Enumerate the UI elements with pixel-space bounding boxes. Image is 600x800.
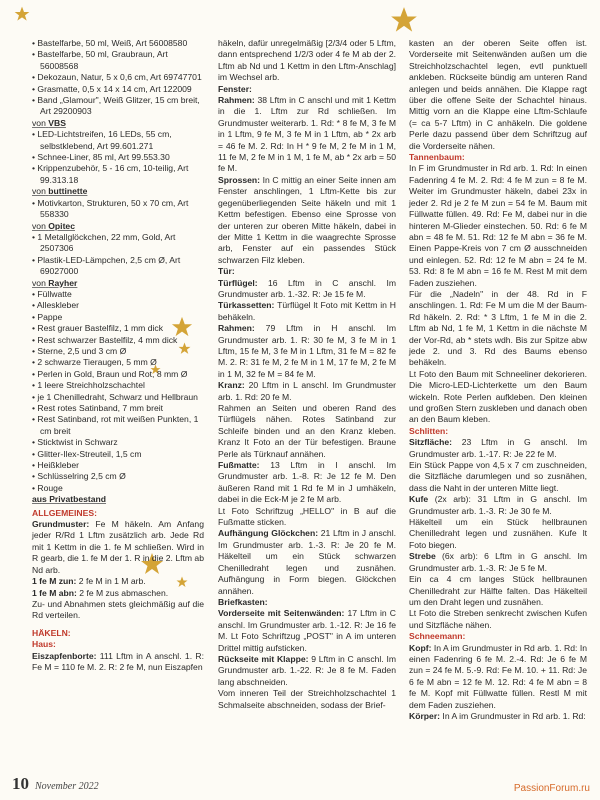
- material-item: • Heißkleber: [32, 460, 204, 471]
- material-item: • Dekozaun, Natur, 5 x 0,6 cm, Art 69747701: [32, 72, 204, 83]
- section-schneemann: Schneemann:: [409, 631, 466, 642]
- paragraph: Rahmen an Seiten und oberen Rand des Türflügels nähen. Rotes Satinband zur Schleife binden und an den Kranz kleben. Kranz lt Foto an der Tür befestigen. Braune Perle als Türknauf annähen.: [218, 403, 396, 459]
- kranz-text: Kranz: 20 Lftm in L anschl. Im Grundmuster arb. 1. Rd: 20 fe M.: [218, 380, 396, 402]
- nadeln-text: Für die „Nadeln" in der 48. Rd in F anschlingen. 1. Rd: Fe M um die M der Baum-Rd häkeln. 2. Rd: * 3 Lftm, 1 fe M in die 2. Lftm ab Nd, 1 fe M, 1 Kettm in die nächste M der Vor-Rd, ab * stets wdh. Bis zur Spitze abw jede 2. und 3. Rd des Baums ebenso behäkeln.: [409, 288, 587, 368]
- material-item: • Alleskleber: [32, 300, 204, 311]
- material-item: • Rouge: [32, 483, 204, 494]
- column-1: [32, 38, 204, 673]
- material-item: • LED-Lichtstreifen, 16 LEDs, 55 cm, selbstklebend, Art 99.601.271: [32, 129, 204, 152]
- koerper-text: Körper: In A im Grundmuster in Rd arb. 1. Rd:: [409, 710, 586, 721]
- zunahme-text: 1 fe M zun: 2 fe M in 1 M arb.: [32, 576, 146, 587]
- paragraph: Lt Foto Schriftzug „HELLO" in B auf die Fußmatte sticken.: [218, 505, 396, 528]
- paragraph: Häkelteil um ein Stück hellbraunen Chenilledraht legen und zusnähen. Kufe lt Foto biegen.: [409, 517, 587, 550]
- watermark: PassionForum.ru: [513, 783, 590, 794]
- tuerkassetten-text: Türkassetten: Türflügel lt Foto mit Kettm in H behäkeln.: [218, 300, 396, 322]
- material-item: • Plastik-LED-Lämpchen, 2,5 cm Ø, Art 69027000: [32, 255, 204, 278]
- brand-opitec: von Opitec: [32, 220, 75, 231]
- brand-buttinette: von buttinette: [32, 186, 88, 197]
- rahmen-tuer-text: Rahmen: 79 Lftm in H anschl. Im Grundmuster arb. 1. R: 30 fe M, 3 fe M in 1 Lftm, 15 fe M, 3 fe M in 1 Lftm, 31 fe M = 82 fe M. 2. R: 31 fe M, 2 fe M in 1 M, 17 fe M, 2 fe M in 1 M, 32 fe M = 84 fe M.: [218, 323, 396, 379]
- paragraph: kasten an der oberen Seite offen ist. Vorderseite mit Seitenwänden außen um die Streichholzschachtel legen, evtl punktuell ankleben. Rückseite bündig am unteren Rand anlegen und beids annähen. Die Klappe ragt über die offene Seite der Schachtel hinaus. Mittig vorn an die Klappe eine Lftm-Schlaufe (= ca 5-7 Lftm) in C anhäkeln. Die goldene Perle dazu passend über dem Schriftzug auf die Vorderseite nähen.: [409, 38, 587, 151]
- strebe-text: Strebe (6x arb): 6 Lftm in G anschl. Im Grundmuster arb. 1.-3. R: Je 5 fe M.: [409, 551, 587, 573]
- brand-privat: aus Privatbestand: [32, 494, 107, 505]
- material-item: • Rest schwarzer Bastelfilz, 4 mm dick: [32, 335, 204, 346]
- column-3: [409, 38, 587, 722]
- fussmatte-text: Fußmatte: 13 Lftm in I anschl. Im Grundmuster arb. 1.-8. R: Je 12 fe M. Den äußeren Rand mit 1 Rd fe M in J umhäkeln, dabei in die Eck-M je 2 fe M arb.: [218, 460, 396, 505]
- kopf-text: Kopf: In A im Grundmuster in Rd arb. 1. Rd: In einen Fadenring 6 fe M. 2.-4. Rd: Je 6 fe M zun = 24 fe M. 5.-9. Rd: Fe M. 10. + 11. Rd: Je 6 fe M abn = 12 fe M. 12. Rd: 4 fe M abn = 8 fe M. Kopf mit Füllwatte füllen. Restl M mit dem Faden zusziehen.: [409, 642, 587, 710]
- issue-label: November 2022: [35, 781, 99, 792]
- material-item: • Glitter-Ilex-Streuteil, 1,5 cm: [32, 449, 204, 460]
- material-item: • Rest rotes Satinband, 7 mm breit: [32, 403, 204, 414]
- paragraph: Vom inneren Teil der Streichholzschachtel 1 Schmalseite abschneiden, sodass der Brief-: [218, 688, 396, 710]
- section-tuer: Tür:: [218, 266, 235, 277]
- materials-rayher: [32, 289, 204, 494]
- material-item: • je 1 Chenilledraht, Schwarz und Hellbraun: [32, 392, 204, 403]
- material-item: • Rest grauer Bastelfilz, 1 mm dick: [32, 323, 204, 334]
- section-fenster: Fenster:: [218, 83, 252, 94]
- tuerfluegel-text: Türflügel: 16 Lftm in C anschl. Im Grundmuster arb. 1.-32. R: Je 15 fe M.: [218, 277, 396, 299]
- brand-rayher: von Rayher: [32, 277, 78, 288]
- vorderseite-text: Vorderseite mit Seitenwänden: 17 Lftm in C anschl. Im Grundmuster arb. 1.-12. R: Je 16 fe M. Lt Foto Schriftzug „POST" in A im unteren Drittel mittig aufsticken.: [218, 608, 396, 653]
- brand-vbs: von VBS: [32, 117, 66, 128]
- zu-ab-text: Zu- und Abnahmen stets gleichmäßig auf die Rd verteilen.: [32, 598, 204, 621]
- material-item: • 1 Metallglöckchen, 22 mm, Gold, Art 2507306: [32, 232, 204, 255]
- rueckseite-text: Rückseite mit Klappe: 9 Lftm in C anschl. Im Grundmuster arb. 1.-22. R: Je 8 fe M. Faden lang abschneiden.: [218, 653, 396, 687]
- sprossen-text: Sprossen: In C mittig an einer Seite innen am Fenster anschlingen, 1 Lftm-Kette bis zur gegenüberliegenden Seite häkeln und mit 1 Kettm befestigen. Ebenso eine Sprosse von der unteren zur oberen Mitte häkeln, dabei in der Mitte 1 Kettm in die waagrechte Sprosse arb, Fenster auf ein passendes Stück schwarzen Filz kleben.: [218, 174, 396, 265]
- section-haus: Haus:: [32, 639, 56, 650]
- material-item: • Schnee-Liner, 85 ml, Art 99.553.30: [32, 152, 204, 163]
- star-icon: [14, 6, 30, 22]
- material-item: • Krippenzubehör, 5 - 16 cm, 10-teilig, Art 99.313.18: [32, 163, 204, 186]
- section-schlitten: Schlitten:: [409, 425, 449, 436]
- section-briefkasten: Briefkasten:: [218, 596, 268, 607]
- sitzflaeche-text: Sitzfläche: 23 Lftm in G anschl. Im Grundmuster arb. 1.-17. R: Je 22 fe M.: [409, 437, 587, 459]
- paragraph: Ein Stück Pappe von 4,5 x 7 cm zuschneiden, die Sitzfläche darumlegen und so zusnähen, dass die Naht in der unteren Mitte liegt.: [409, 460, 587, 493]
- tannenbaum-text: In F im Grundmuster in Rd arb. 1. Rd: In einen Fadenring 4 fe M. 2. Rd: 4 fe M zun = 8 fe M. Weiter im Grundmuster häkeln, dabei 23x in jeder 2. Rd je 2 fe M zun = 54 fe M. Baum mit Füllwatte füllen. 49. Rd: Fe M, dabei nur in die hinteren M-Glieder einstechen. 50. Rd: 6 fe M abn = 48 fe M. 51. Rd: 12 fe M abn = 36 fe M. Einen Pappe-Kreis von 7 cm Ø ausschneiden und einlegen. 52. Rd: 12 fe M abn = 24 fe M. 53. Rd: 8 fe M abn = 16 fe M. Rest M mit dem Faden zusziehen.: [409, 163, 587, 288]
- section-allgemeines: ALLGEMEINES:: [32, 507, 97, 518]
- abnahme-text: 1 fe M abn: 2 fe M zus abmaschen.: [32, 587, 169, 598]
- material-item: • 2 schwarze Tieraugen, 5 mm Ø: [32, 357, 204, 368]
- grundmuster-text: Grundmuster: Fe M häkeln. Am Anfang jeder R/Rd 1 Lftm zusätzlich arb. Jede Rd mit 1 Kettm in die 1. fe M schließen. Wird in R gearb, die 1. fe M der 1. R in die 2. Lftm ab Nd arb.: [32, 519, 204, 575]
- material-item: • Grasmatte, 0,5 x 14 x 14 cm, Art 122009: [32, 84, 204, 95]
- material-item: • Bastelfarbe, 50 ml, Weiß, Art 56008580: [32, 38, 204, 49]
- material-item: • Bastelfarbe, 50 ml, Graubraun, Art 56008568: [32, 49, 204, 72]
- material-item: • Sterne, 2,5 und 3 cm Ø: [32, 346, 204, 357]
- paragraph: Lt Foto die Streben senkrecht zwischen Kufen und Sitzfläche nähen.: [409, 608, 587, 630]
- material-item: • Schlüsselring 2,5 cm Ø: [32, 471, 204, 482]
- material-item: • Perlen in Gold, Braun und Rot, 8 mm Ø: [32, 369, 204, 380]
- material-item: • Sticktwist in Schwarz: [32, 437, 204, 448]
- rahmen-text: Rahmen: 38 Lftm in C anschl und mit 1 Kettm in die 1. Lftm zur Rd schließen. Im Grundmuster weiterarb. 1. Rd: * 8 fe M, 3 fe M in 1 Lftm, 9 fe M, 3 fe M in 1 Lftm, ab * 2x arb = 46 fe M. 2. Rd: In H * 9 fe M, 2 fe M in 1 M, 11 fe M, 2 fe M in 1 M, 1 fe M, ab * 2x arb = 50 fe M.: [218, 95, 396, 174]
- paragraph: Ein ca 4 cm langes Stück hellbraunen Chenilledraht zur Hälfte falten. Das Häkelteil um den Draht legen und zusnähen.: [409, 574, 587, 607]
- column-2: [218, 38, 396, 711]
- material-item: • Motivkarton, Strukturen, 50 x 70 cm, Art 558330: [32, 198, 204, 221]
- aufhaengung-text: Aufhängung Glöckchen: 21 Lftm in J anschl. Im Grundmuster arb. 1.-3. R: Je 20 fe M. Häkelteil um ein Stück schwarzen Chenilledraht legen und zusnähen. Aufhängung in Form biegen. Glöckchen annähen.: [218, 528, 396, 596]
- eiszapfen-text: Eiszapfenborte: 111 Lftm in A anschl. 1. R: Fe M = 110 fe M. 2. R: 2 fe M, nun Eiszapfen: [32, 650, 204, 672]
- paragraph: häkeln, dafür unregelmäßig [2/3/4 oder 5 Lftm, dann entsprechend 1/2/3 oder 4 fe M ab der 2. Lftm ab Nd und 1 Kettm in den Lftm-Anschlag] im Wechsel arb.: [218, 38, 396, 83]
- materials-general: [32, 38, 204, 118]
- page-footer: [12, 774, 99, 794]
- section-tannenbaum: Tannenbaum:: [409, 152, 465, 163]
- page-number: 10: [12, 774, 29, 793]
- material-item: • Pappe: [32, 312, 204, 323]
- deko-text: Lt Foto den Baum mit Schneeliner dekorieren. Die Micro-LED-Lichterkette um den Baum wickeln. Rote Perlen aufkleben. Den kleinen und großen Stern zuskleben und danach oben an den Baum kleben.: [409, 368, 587, 425]
- kufe-text: Kufe (2x arb): 31 Lftm in G anschl. Im Grundmuster arb. 1.-3. R: Je 30 fe M.: [409, 494, 587, 516]
- section-haekeln: HÄKELN:: [32, 627, 71, 638]
- material-item: • Füllwatte: [32, 289, 204, 300]
- material-item: • Rest Satinband, rot mit weißen Punkten, 1 cm breit: [32, 414, 204, 437]
- star-icon: [390, 6, 418, 34]
- material-item: • 1 leere Streichholzschachtel: [32, 380, 204, 391]
- material-item: • Band „Glamour", Weiß Glitzer, 15 cm breit, Art 29200903: [32, 95, 204, 118]
